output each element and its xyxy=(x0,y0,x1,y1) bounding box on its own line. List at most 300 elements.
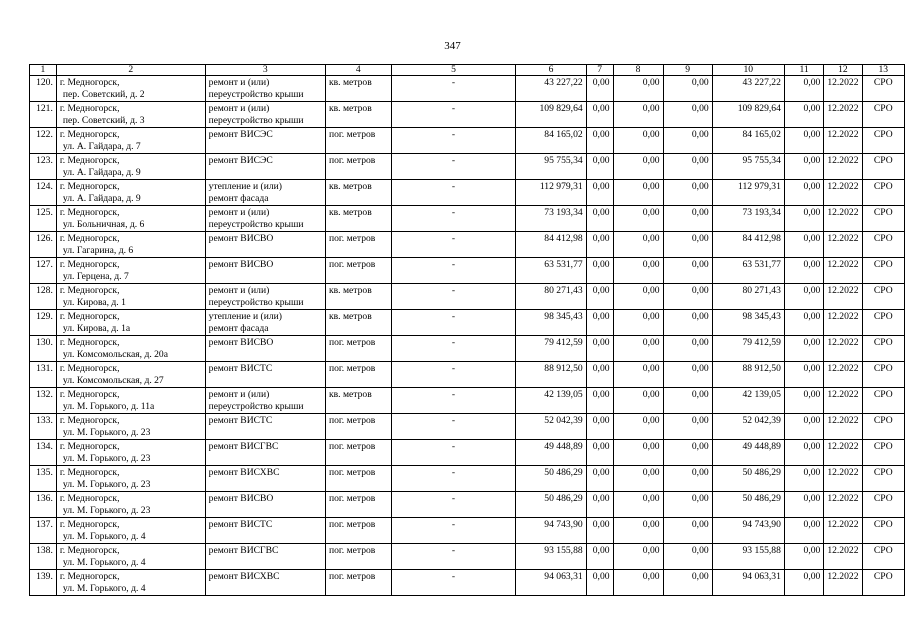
work-type-line: ремонт и (или) xyxy=(208,207,270,218)
work-type-cell xyxy=(205,180,325,206)
address-line: г. Медногорск, xyxy=(59,493,120,504)
col5-cell: - xyxy=(391,336,516,362)
row-number: 136. xyxy=(30,492,57,518)
col8-cell: 0,00 xyxy=(613,518,663,544)
col8-cell: 0,00 xyxy=(613,76,663,102)
total-cost-cell: 109 829,64 xyxy=(516,102,586,128)
table-row xyxy=(30,232,905,258)
unit-cell: пог. метров xyxy=(325,466,391,492)
table-row xyxy=(30,440,905,466)
col9-cell: 0,00 xyxy=(663,544,712,570)
col8-cell: 0,00 xyxy=(613,180,663,206)
col8-cell: 0,00 xyxy=(613,362,663,388)
address-cell xyxy=(56,518,205,544)
work-type-line: переустройство крыши xyxy=(208,297,304,308)
row-number: 135. xyxy=(30,466,57,492)
total-cost-cell: 95 755,34 xyxy=(516,154,586,180)
col7-cell: 0,00 xyxy=(586,570,613,596)
unit-cell: пог. метров xyxy=(325,128,391,154)
address-line: г. Медногорск, xyxy=(59,207,120,218)
work-type-line: переустройство крыши xyxy=(208,401,304,412)
work-type-line: ремонт ВИСЭС xyxy=(208,155,273,166)
address-line: ул. М. Горького, д. 23 xyxy=(62,479,151,490)
col9-cell: 0,00 xyxy=(663,102,712,128)
total-cost-cell: 50 486,29 xyxy=(516,492,586,518)
fund-cost-cell: 93 155,88 xyxy=(712,544,784,570)
fund-cost-cell: 52 042,39 xyxy=(712,414,784,440)
col11-cell: 0,00 xyxy=(784,388,823,414)
col11-cell: 0,00 xyxy=(784,570,823,596)
col9-cell: 0,00 xyxy=(663,336,712,362)
col7-cell: 0,00 xyxy=(586,466,613,492)
address-cell xyxy=(56,180,205,206)
col5-cell: - xyxy=(391,414,516,440)
col9-cell: 0,00 xyxy=(663,466,712,492)
table-row xyxy=(30,570,905,596)
col5-cell: - xyxy=(391,310,516,336)
col11-cell: 0,00 xyxy=(784,206,823,232)
work-type-cell xyxy=(205,232,325,258)
work-type-line: ремонт ВИСГВС xyxy=(208,545,279,556)
unit-cell: пог. метров xyxy=(325,492,391,518)
work-type-cell xyxy=(205,102,325,128)
table-row xyxy=(30,492,905,518)
work-type-cell xyxy=(205,440,325,466)
work-type-line: ремонт и (или) xyxy=(208,285,270,296)
row-number: 120. xyxy=(30,76,57,102)
work-type-line: ремонт и (или) xyxy=(208,103,270,114)
address-line: г. Медногорск, xyxy=(59,467,120,478)
row-number: 124. xyxy=(30,180,57,206)
col5-cell: - xyxy=(391,180,516,206)
col8-cell: 0,00 xyxy=(613,336,663,362)
col7-cell: 0,00 xyxy=(586,518,613,544)
work-type-line: переустройство крыши xyxy=(208,89,304,100)
col9-cell: 0,00 xyxy=(663,154,712,180)
col8-cell: 0,00 xyxy=(613,440,663,466)
work-type-line: ремонт ВИСТС xyxy=(208,363,273,374)
col8-cell: 0,00 xyxy=(613,466,663,492)
col5-cell: - xyxy=(391,492,516,518)
work-type-line: ремонт и (или) xyxy=(208,389,270,400)
table-row xyxy=(30,544,905,570)
unit-cell: кв. метров xyxy=(325,388,391,414)
work-type-line: переустройство крыши xyxy=(208,115,304,126)
unit-cell: пог. метров xyxy=(325,440,391,466)
fund-cost-cell: 88 912,50 xyxy=(712,362,784,388)
total-cost-cell: 98 345,43 xyxy=(516,310,586,336)
col7-cell: 0,00 xyxy=(586,336,613,362)
fund-cost-cell: 84 412,98 xyxy=(712,232,784,258)
deadline-cell: 12.2022 xyxy=(824,570,862,596)
work-type-line: ремонт ВИСГВС xyxy=(208,441,279,452)
method-cell: СРО xyxy=(862,232,905,258)
total-cost-cell: 93 155,88 xyxy=(516,544,586,570)
total-cost-cell: 42 139,05 xyxy=(516,388,586,414)
work-type-line: ремонт ВИСВО xyxy=(208,233,274,244)
work-type-line: ремонт ВИСХВС xyxy=(208,467,280,478)
address-cell xyxy=(56,544,205,570)
col9-cell: 0,00 xyxy=(663,76,712,102)
method-cell: СРО xyxy=(862,518,905,544)
address-line: ул. М. Горького, д. 4 xyxy=(62,531,146,542)
method-cell: СРО xyxy=(862,362,905,388)
col7-cell: 0,00 xyxy=(586,154,613,180)
col8-cell: 0,00 xyxy=(613,258,663,284)
address-line: г. Медногорск, xyxy=(59,233,120,244)
fund-cost-cell: 109 829,64 xyxy=(712,102,784,128)
total-cost-cell: 79 412,59 xyxy=(516,336,586,362)
address-cell xyxy=(56,284,205,310)
deadline-cell: 12.2022 xyxy=(824,544,862,570)
col8-cell: 0,00 xyxy=(613,154,663,180)
column-number: 2 xyxy=(56,65,205,76)
col9-cell: 0,00 xyxy=(663,414,712,440)
total-cost-cell: 112 979,31 xyxy=(516,180,586,206)
work-type-line: ремонт ВИСТС xyxy=(208,415,273,426)
work-type-cell xyxy=(205,388,325,414)
work-type-cell xyxy=(205,206,325,232)
method-cell: СРО xyxy=(862,336,905,362)
col11-cell: 0,00 xyxy=(784,466,823,492)
address-line: г. Медногорск, xyxy=(59,337,120,348)
address-line: ул. Больничная, д. 6 xyxy=(62,219,145,230)
address-line: г. Медногорск, xyxy=(59,103,120,114)
table-row xyxy=(30,284,905,310)
col7-cell: 0,00 xyxy=(586,544,613,570)
unit-cell: кв. метров xyxy=(325,180,391,206)
row-number: 134. xyxy=(30,440,57,466)
deadline-cell: 12.2022 xyxy=(824,180,862,206)
fund-cost-cell: 63 531,77 xyxy=(712,258,784,284)
col7-cell: 0,00 xyxy=(586,102,613,128)
work-type-cell xyxy=(205,336,325,362)
address-line: г. Медногорск, xyxy=(59,545,120,556)
work-type-cell xyxy=(205,76,325,102)
row-number: 122. xyxy=(30,128,57,154)
fund-cost-cell: 80 271,43 xyxy=(712,284,784,310)
address-line: г. Медногорск, xyxy=(59,363,120,374)
col11-cell: 0,00 xyxy=(784,310,823,336)
col5-cell: - xyxy=(391,388,516,414)
address-cell xyxy=(56,414,205,440)
col8-cell: 0,00 xyxy=(613,310,663,336)
method-cell: СРО xyxy=(862,154,905,180)
work-type-line: ремонт ВИСВО xyxy=(208,259,274,270)
col7-cell: 0,00 xyxy=(586,414,613,440)
work-type-line: ремонт ВИСВО xyxy=(208,493,274,504)
col7-cell: 0,00 xyxy=(586,362,613,388)
address-cell xyxy=(56,388,205,414)
total-cost-cell: 43 227,22 xyxy=(516,76,586,102)
total-cost-cell: 73 193,34 xyxy=(516,206,586,232)
work-type-line: ремонт ВИСВО xyxy=(208,337,274,348)
column-number-row xyxy=(30,65,905,76)
unit-cell: кв. метров xyxy=(325,76,391,102)
col8-cell: 0,00 xyxy=(613,232,663,258)
address-line: ул. А. Гайдара, д. 9 xyxy=(62,167,141,178)
column-number: 3 xyxy=(205,65,325,76)
col9-cell: 0,00 xyxy=(663,388,712,414)
deadline-cell: 12.2022 xyxy=(824,440,862,466)
col5-cell: - xyxy=(391,570,516,596)
deadline-cell: 12.2022 xyxy=(824,284,862,310)
fund-cost-cell: 50 486,29 xyxy=(712,492,784,518)
unit-cell: кв. метров xyxy=(325,206,391,232)
address-cell xyxy=(56,128,205,154)
unit-cell: пог. метров xyxy=(325,232,391,258)
col8-cell: 0,00 xyxy=(613,414,663,440)
method-cell: СРО xyxy=(862,388,905,414)
work-type-line: ремонт ВИСХВС xyxy=(208,571,280,582)
col7-cell: 0,00 xyxy=(586,258,613,284)
col9-cell: 0,00 xyxy=(663,570,712,596)
method-cell: СРО xyxy=(862,284,905,310)
col5-cell: - xyxy=(391,232,516,258)
fund-cost-cell: 94 743,90 xyxy=(712,518,784,544)
col5-cell: - xyxy=(391,466,516,492)
method-cell: СРО xyxy=(862,492,905,518)
table-row xyxy=(30,310,905,336)
unit-cell: пог. метров xyxy=(325,518,391,544)
col5-cell: - xyxy=(391,518,516,544)
address-line: ул. М. Горького, д. 23 xyxy=(62,453,151,464)
address-line: г. Медногорск, xyxy=(59,285,120,296)
work-type-line: ремонт фасада xyxy=(208,323,269,334)
address-line: ул. Комсомольская, д. 27 xyxy=(62,375,164,386)
fund-cost-cell: 98 345,43 xyxy=(712,310,784,336)
row-number: 128. xyxy=(30,284,57,310)
address-cell xyxy=(56,310,205,336)
col7-cell: 0,00 xyxy=(586,180,613,206)
fund-cost-cell: 84 165,02 xyxy=(712,128,784,154)
work-type-cell xyxy=(205,570,325,596)
address-line: ул. Герцена, д. 7 xyxy=(62,271,129,282)
column-number: 11 xyxy=(784,65,823,76)
address-line: ул. М. Горького, д. 11а xyxy=(62,401,155,412)
address-cell xyxy=(56,570,205,596)
col8-cell: 0,00 xyxy=(613,570,663,596)
method-cell: СРО xyxy=(862,206,905,232)
address-line: ул. М. Горького, д. 4 xyxy=(62,557,146,568)
col8-cell: 0,00 xyxy=(613,128,663,154)
row-number: 139. xyxy=(30,570,57,596)
address-cell xyxy=(56,232,205,258)
unit-cell: пог. метров xyxy=(325,570,391,596)
work-type-cell xyxy=(205,362,325,388)
work-type-cell xyxy=(205,258,325,284)
col7-cell: 0,00 xyxy=(586,284,613,310)
deadline-cell: 12.2022 xyxy=(824,362,862,388)
deadline-cell: 12.2022 xyxy=(824,128,862,154)
col11-cell: 0,00 xyxy=(784,544,823,570)
col8-cell: 0,00 xyxy=(613,102,663,128)
col7-cell: 0,00 xyxy=(586,128,613,154)
method-cell: СРО xyxy=(862,570,905,596)
fund-cost-cell: 73 193,34 xyxy=(712,206,784,232)
fund-cost-cell: 79 412,59 xyxy=(712,336,784,362)
col9-cell: 0,00 xyxy=(663,180,712,206)
col5-cell: - xyxy=(391,154,516,180)
deadline-cell: 12.2022 xyxy=(824,154,862,180)
method-cell: СРО xyxy=(862,128,905,154)
table-row xyxy=(30,518,905,544)
unit-cell: пог. метров xyxy=(325,258,391,284)
col7-cell: 0,00 xyxy=(586,388,613,414)
address-line: ул. А. Гайдара, д. 9 xyxy=(62,193,141,204)
col7-cell: 0,00 xyxy=(586,206,613,232)
table-row xyxy=(30,76,905,102)
deadline-cell: 12.2022 xyxy=(824,76,862,102)
work-type-line: ремонт и (или) xyxy=(208,77,270,88)
row-number: 126. xyxy=(30,232,57,258)
address-line: г. Медногорск, xyxy=(59,571,120,582)
column-number: 9 xyxy=(663,65,712,76)
table-row xyxy=(30,388,905,414)
col8-cell: 0,00 xyxy=(613,284,663,310)
col11-cell: 0,00 xyxy=(784,154,823,180)
table-row xyxy=(30,154,905,180)
col11-cell: 0,00 xyxy=(784,336,823,362)
method-cell: СРО xyxy=(862,544,905,570)
deadline-cell: 12.2022 xyxy=(824,232,862,258)
table-row xyxy=(30,180,905,206)
column-number: 12 xyxy=(824,65,862,76)
work-type-line: переустройство крыши xyxy=(208,219,304,230)
table-row xyxy=(30,128,905,154)
column-number: 6 xyxy=(516,65,586,76)
method-cell: СРО xyxy=(862,102,905,128)
col11-cell: 0,00 xyxy=(784,284,823,310)
method-cell: СРО xyxy=(862,180,905,206)
deadline-cell: 12.2022 xyxy=(824,414,862,440)
col9-cell: 0,00 xyxy=(663,232,712,258)
address-cell xyxy=(56,492,205,518)
work-type-line: утепление и (или) xyxy=(208,311,282,322)
col11-cell: 0,00 xyxy=(784,440,823,466)
col11-cell: 0,00 xyxy=(784,518,823,544)
address-line: г. Медногорск, xyxy=(59,77,120,88)
method-cell: СРО xyxy=(862,258,905,284)
column-number: 13 xyxy=(862,65,905,76)
fund-cost-cell: 112 979,31 xyxy=(712,180,784,206)
address-line: ул. М. Горького, д. 23 xyxy=(62,505,151,516)
col9-cell: 0,00 xyxy=(663,128,712,154)
col11-cell: 0,00 xyxy=(784,180,823,206)
fund-cost-cell: 43 227,22 xyxy=(712,76,784,102)
address-cell xyxy=(56,362,205,388)
method-cell: СРО xyxy=(862,466,905,492)
column-number: 7 xyxy=(586,65,613,76)
address-cell xyxy=(56,206,205,232)
page-number: 347 xyxy=(444,40,461,52)
total-cost-cell: 52 042,39 xyxy=(516,414,586,440)
unit-cell: кв. метров xyxy=(325,102,391,128)
table-row xyxy=(30,336,905,362)
work-type-cell xyxy=(205,128,325,154)
work-type-cell xyxy=(205,518,325,544)
fund-cost-cell: 95 755,34 xyxy=(712,154,784,180)
col9-cell: 0,00 xyxy=(663,518,712,544)
address-line: г. Медногорск, xyxy=(59,389,120,400)
total-cost-cell: 94 063,31 xyxy=(516,570,586,596)
address-line: г. Медногорск, xyxy=(59,311,120,322)
deadline-cell: 12.2022 xyxy=(824,102,862,128)
method-cell: СРО xyxy=(862,76,905,102)
total-cost-cell: 94 743,90 xyxy=(516,518,586,544)
col5-cell: - xyxy=(391,284,516,310)
row-number: 125. xyxy=(30,206,57,232)
col5-cell: - xyxy=(391,362,516,388)
fund-cost-cell: 49 448,89 xyxy=(712,440,784,466)
address-line: г. Медногорск, xyxy=(59,155,120,166)
col11-cell: 0,00 xyxy=(784,492,823,518)
address-line: ул. Гагарина, д. 6 xyxy=(62,245,134,256)
col5-cell: - xyxy=(391,102,516,128)
col7-cell: 0,00 xyxy=(586,492,613,518)
row-number: 137. xyxy=(30,518,57,544)
work-type-cell xyxy=(205,492,325,518)
row-number: 130. xyxy=(30,336,57,362)
row-number: 129. xyxy=(30,310,57,336)
col5-cell: - xyxy=(391,440,516,466)
address-line: г. Медногорск, xyxy=(59,441,120,452)
address-line: г. Медногорск, xyxy=(59,259,120,270)
total-cost-cell: 88 912,50 xyxy=(516,362,586,388)
method-cell: СРО xyxy=(862,440,905,466)
total-cost-cell: 49 448,89 xyxy=(516,440,586,466)
work-type-cell xyxy=(205,310,325,336)
col5-cell: - xyxy=(391,544,516,570)
unit-cell: пог. метров xyxy=(325,154,391,180)
deadline-cell: 12.2022 xyxy=(824,336,862,362)
work-type-line: ремонт ВИСТС xyxy=(208,519,273,530)
col9-cell: 0,00 xyxy=(663,362,712,388)
deadline-cell: 12.2022 xyxy=(824,492,862,518)
col9-cell: 0,00 xyxy=(663,258,712,284)
col5-cell: - xyxy=(391,206,516,232)
fund-cost-cell: 42 139,05 xyxy=(712,388,784,414)
fund-cost-cell: 94 063,31 xyxy=(712,570,784,596)
column-number: 1 xyxy=(30,65,57,76)
address-line: г. Медногорск, xyxy=(59,415,120,426)
col7-cell: 0,00 xyxy=(586,232,613,258)
row-number: 123. xyxy=(30,154,57,180)
col11-cell: 0,00 xyxy=(784,362,823,388)
col7-cell: 0,00 xyxy=(586,310,613,336)
method-cell: СРО xyxy=(862,310,905,336)
deadline-cell: 12.2022 xyxy=(824,518,862,544)
unit-cell: пог. метров xyxy=(325,362,391,388)
address-line: г. Медногорск, xyxy=(59,129,120,140)
address-line: г. Медногорск, xyxy=(59,519,120,530)
column-number: 5 xyxy=(391,65,516,76)
col9-cell: 0,00 xyxy=(663,206,712,232)
unit-cell: пог. метров xyxy=(325,414,391,440)
col11-cell: 0,00 xyxy=(784,102,823,128)
work-type-line: ремонт фасада xyxy=(208,193,269,204)
unit-cell: кв. метров xyxy=(325,310,391,336)
col9-cell: 0,00 xyxy=(663,284,712,310)
unit-cell: пог. метров xyxy=(325,336,391,362)
row-number: 121. xyxy=(30,102,57,128)
row-number: 132. xyxy=(30,388,57,414)
row-number: 133. xyxy=(30,414,57,440)
address-line: пер. Советский, д. 2 xyxy=(62,89,145,100)
deadline-cell: 12.2022 xyxy=(824,388,862,414)
table-row xyxy=(30,102,905,128)
address-line: ул. М. Горького, д. 23 xyxy=(62,427,151,438)
